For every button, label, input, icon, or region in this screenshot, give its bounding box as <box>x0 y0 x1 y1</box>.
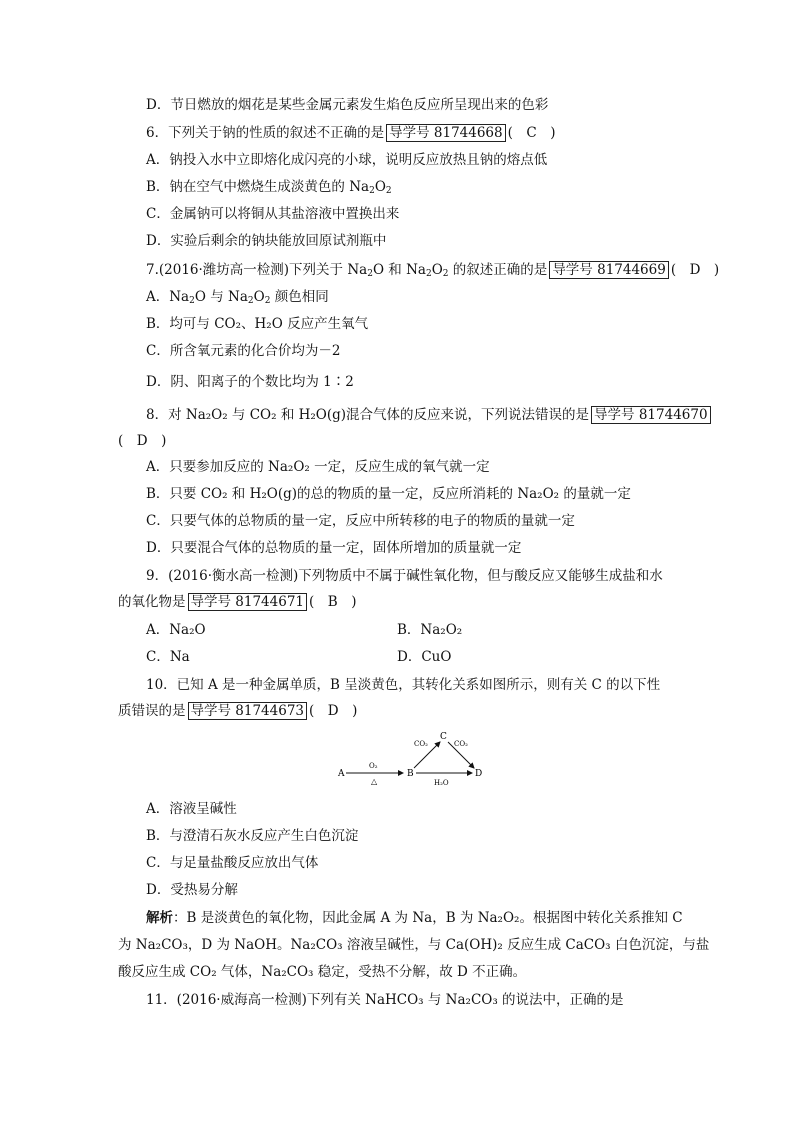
q10-stem: 10．已知 A 是一种金属单质，B 呈淡黄色，其转化关系如图所示，则有关 C 的以下性 <box>146 677 661 693</box>
q10-code-box: 导学号 81744673 <box>188 702 308 720</box>
q7-stem-text: 7.(2016·潍坊高一检测)下列关于 Na <box>146 262 368 278</box>
q6-code-box: 导学号 81744668 <box>386 124 506 142</box>
q9-option-d: D．CuO <box>397 649 452 665</box>
q7-code-box: 导学号 81744669 <box>549 261 669 279</box>
q7-stem-text3: O <box>431 262 443 278</box>
q7-option-a-text: A．Na <box>146 289 190 305</box>
q9-option-a: A．Na₂O <box>146 622 206 638</box>
subscript: 2 <box>247 296 254 306</box>
q7-option-a <box>146 288 329 306</box>
q8-option-b: B．只要 CO₂ 和 H₂O(g)的总的物质的量一定，反应所消耗的 Na₂O₂ 的量就一定 <box>146 486 631 502</box>
q8-stem <box>146 406 711 424</box>
q7-option-d: D．阴、阳离子的个数比均为 1∶2 <box>146 374 354 390</box>
q6-option-b-text: B．钠在空气中燃烧生成淡黄色的 Na <box>146 179 370 195</box>
subscript: 2 <box>367 269 373 279</box>
q7-option-c: C．所含氧元素的化合价均为－2 <box>146 343 341 359</box>
q10-option-d: D．受热易分解 <box>146 882 238 898</box>
q9-answer: ( B ) <box>309 594 357 610</box>
q7-option-b: B．均可与 CO₂、H₂O 反应产生氧气 <box>146 316 369 332</box>
subscript: 2 <box>425 269 432 279</box>
q6-answer: ( C ) <box>507 125 556 141</box>
label-h2o: H₂O <box>434 779 449 787</box>
q8-option-d: D．只要混合气体的总物质的量一定，固体所增加的质量就一定 <box>146 540 522 556</box>
q8-option-c: C．只要气体的总物质的量一定，反应中所转移的电子的物质的量就一定 <box>146 513 575 529</box>
label-delta: △ <box>371 777 378 786</box>
node-c: C <box>440 732 447 742</box>
q10-stem-text2: 质错误的是 <box>118 703 186 719</box>
q10-option-b: B．与澄清石灰水反应产生白色沉淀 <box>146 828 359 844</box>
q7-stem <box>146 261 719 279</box>
q7-option-a-text4: 颜色相同 <box>270 289 329 305</box>
node-b: B <box>407 769 414 779</box>
q6-option-d: D．实验后剩余的钠块能放回原试剂瓶中 <box>146 233 387 249</box>
label-co2-right: CO₂ <box>454 740 468 748</box>
label-o2: O₂ <box>369 762 378 770</box>
q8-answer: ( D ) <box>118 433 167 449</box>
q7-option-a-text2: O 与 Na <box>194 289 248 305</box>
q10-explanation-line2: 为 Na₂CO₃，D 为 NaOH。Na₂CO₃ 溶液呈碱性，与 Ca(OH)₂ 反应生成 CaCO₃ 白色沉淀，与盐 <box>118 937 710 953</box>
subscript: 2 <box>385 186 392 196</box>
node-a: A <box>338 769 345 779</box>
q6-option-c: C．金属钠可以将铜从其盐溶液中置换出来 <box>146 206 400 222</box>
q6-option-b <box>146 178 392 196</box>
subscript: 2 <box>369 186 375 196</box>
subscript: 2 <box>189 296 195 306</box>
q9-stem-line2 <box>118 593 356 611</box>
q6-stem <box>146 124 555 142</box>
q6-stem-text: 6．下列关于钠的性质的叙述不正确的是 <box>146 125 385 141</box>
q9-option-b: B．Na₂O₂ <box>397 622 463 638</box>
explanation-label: 解析 <box>146 910 173 926</box>
label-co2-left: CO₂ <box>414 740 428 748</box>
q9-stem-text2: 的氧化物是 <box>118 594 186 610</box>
q7-stem-text2: O 和 Na <box>372 262 426 278</box>
q5-option-d: D．节日燃放的烟花是某些金属元素发生焰色反应所呈现出来的色彩 <box>146 97 549 113</box>
q8-code-box: 导学号 81744670 <box>591 406 711 424</box>
q7-answer: ( D ) <box>670 262 720 278</box>
q10-option-c: C．与足量盐酸反应放出气体 <box>146 855 319 871</box>
q7-option-a-text3: O <box>253 289 265 305</box>
q6-option-a: A．钠投入水中立即熔化成闪亮的小球，说明反应放热且钠的熔点低 <box>146 152 548 168</box>
q10-explanation-line1 <box>146 909 683 927</box>
node-d: D <box>475 769 483 779</box>
q6-option-b-text2: O <box>374 179 386 195</box>
q8-stem-text: 8．对 Na₂O₂ 与 CO₂ 和 H₂O(g)混合气体的反应来说，下列说法错误的是 <box>146 407 590 423</box>
explanation-text1: ：B 是淡黄色的氧化物，因此金属 A 为 Na，B 为 Na₂O₂。根据图中转化关系推知 C <box>173 910 683 926</box>
q10-option-a: A．溶液呈碱性 <box>146 801 237 817</box>
q10-stem-line2 <box>118 702 357 720</box>
q9-option-c: C．Na <box>146 649 190 665</box>
q7-stem-text4: 的叙述正确的是 <box>448 262 548 278</box>
q10-answer: ( D ) <box>309 703 358 719</box>
conversion-diagram <box>330 728 500 792</box>
q8-option-a: A．只要参加反应的 Na₂O₂ 一定，反应生成的氧气就一定 <box>146 459 490 475</box>
q11-stem: 11．(2016·威海高一检测)下列有关 NaHCO₃ 与 Na₂CO₃ 的说法中，正确的是 <box>146 992 624 1008</box>
q9-code-box: 导学号 81744671 <box>188 593 308 611</box>
subscript: 2 <box>264 296 271 306</box>
subscript: 2 <box>442 269 449 279</box>
q10-explanation-line3: 酸反应生成 CO₂ 气体，Na₂CO₃ 稳定，受热不分解，故 D 不正确。 <box>118 964 527 980</box>
q9-stem: 9．(2016·衡水高一检测)下列物质中不属于碱性氧化物，但与酸反应又能够生成盐和水 <box>146 568 663 584</box>
